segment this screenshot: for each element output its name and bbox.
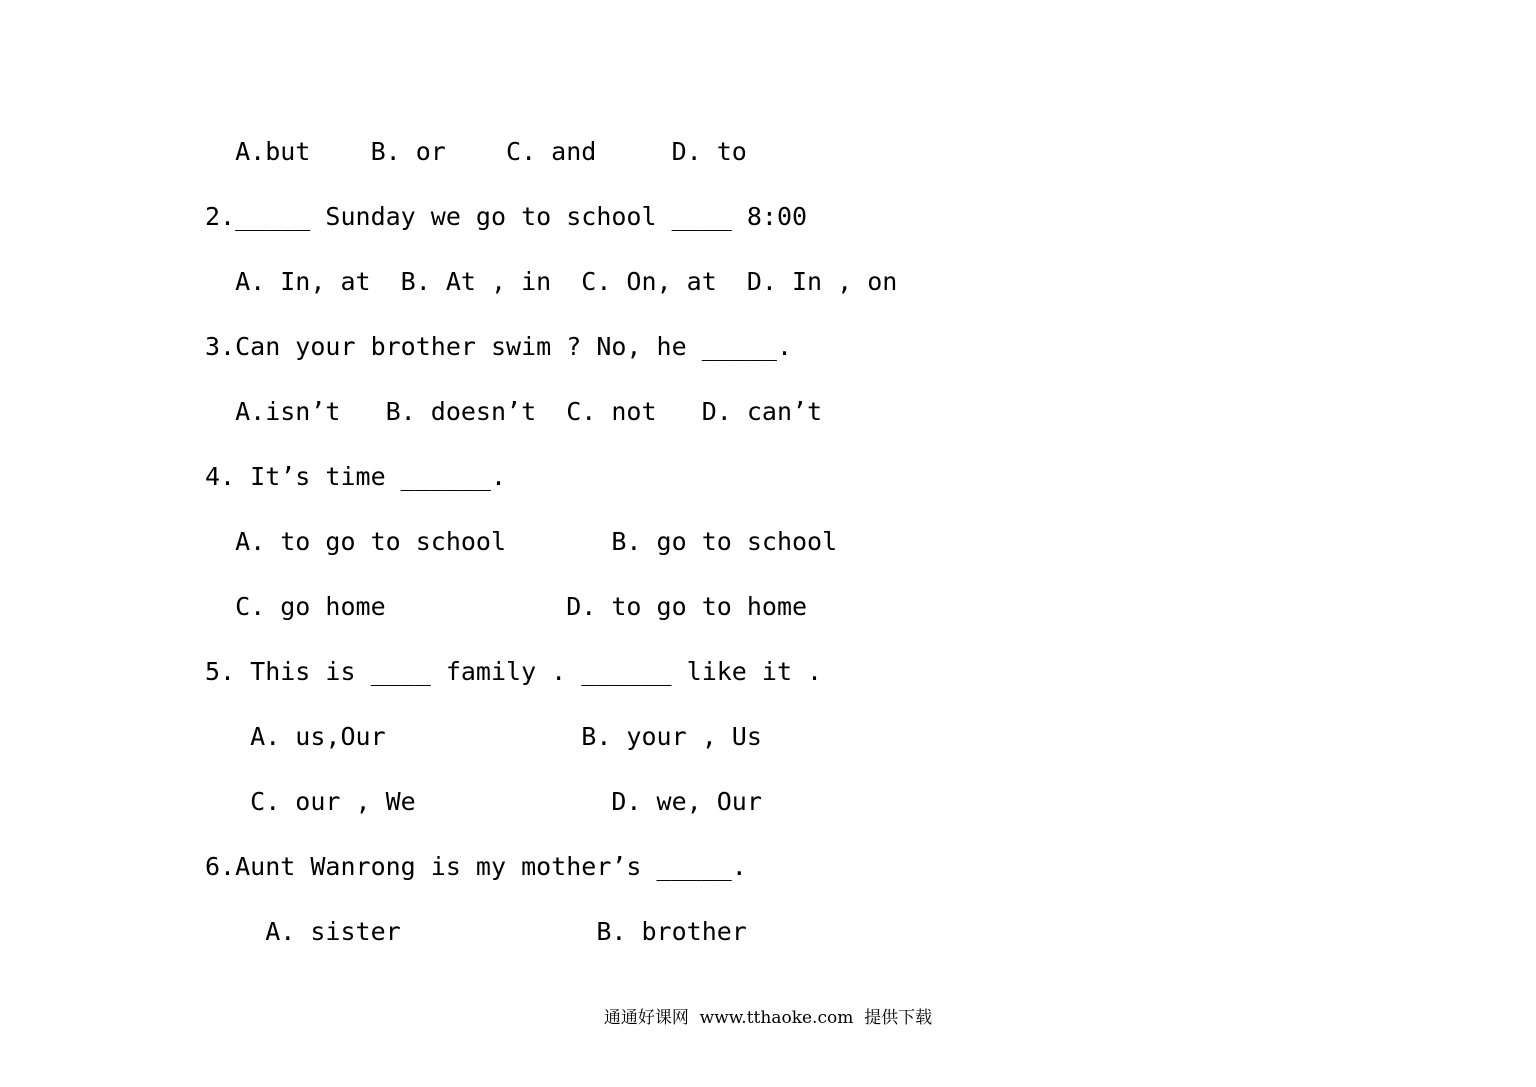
- q6-options-ab: A. sister B. brother: [205, 917, 747, 946]
- q4-options-ab: A. to go to school B. go to school: [205, 527, 838, 556]
- q1-options: A.but B. or C. and D. to: [205, 137, 747, 166]
- q4-question: 4. It’s time ______.: [205, 462, 507, 491]
- q2-question: 2._____ Sunday we go to school ____ 8:00: [205, 202, 808, 231]
- q4-options-cd: C. go home D. to go to home: [205, 592, 808, 621]
- q2-options: A. In, at B. At , in C. On, at D. In , on: [205, 267, 898, 296]
- q5-question: 5. This is ____ family . ______ like it .: [205, 657, 823, 686]
- q5-options-cd: C. our , We D. we, Our: [205, 787, 762, 816]
- page-footer: 通通好课网 www.tthaoke.com 提供下载: [603, 1008, 933, 1028]
- q5-options-ab: A. us,Our B. your , Us: [205, 722, 762, 751]
- q6-question: 6.Aunt Wanrong is my mother’s _____.: [205, 852, 747, 881]
- q3-options: A.isn’t B. doesn’t C. not D. can’t: [205, 397, 823, 426]
- q3-question: 3.Can your brother swim ? No, he _____.: [205, 332, 792, 361]
